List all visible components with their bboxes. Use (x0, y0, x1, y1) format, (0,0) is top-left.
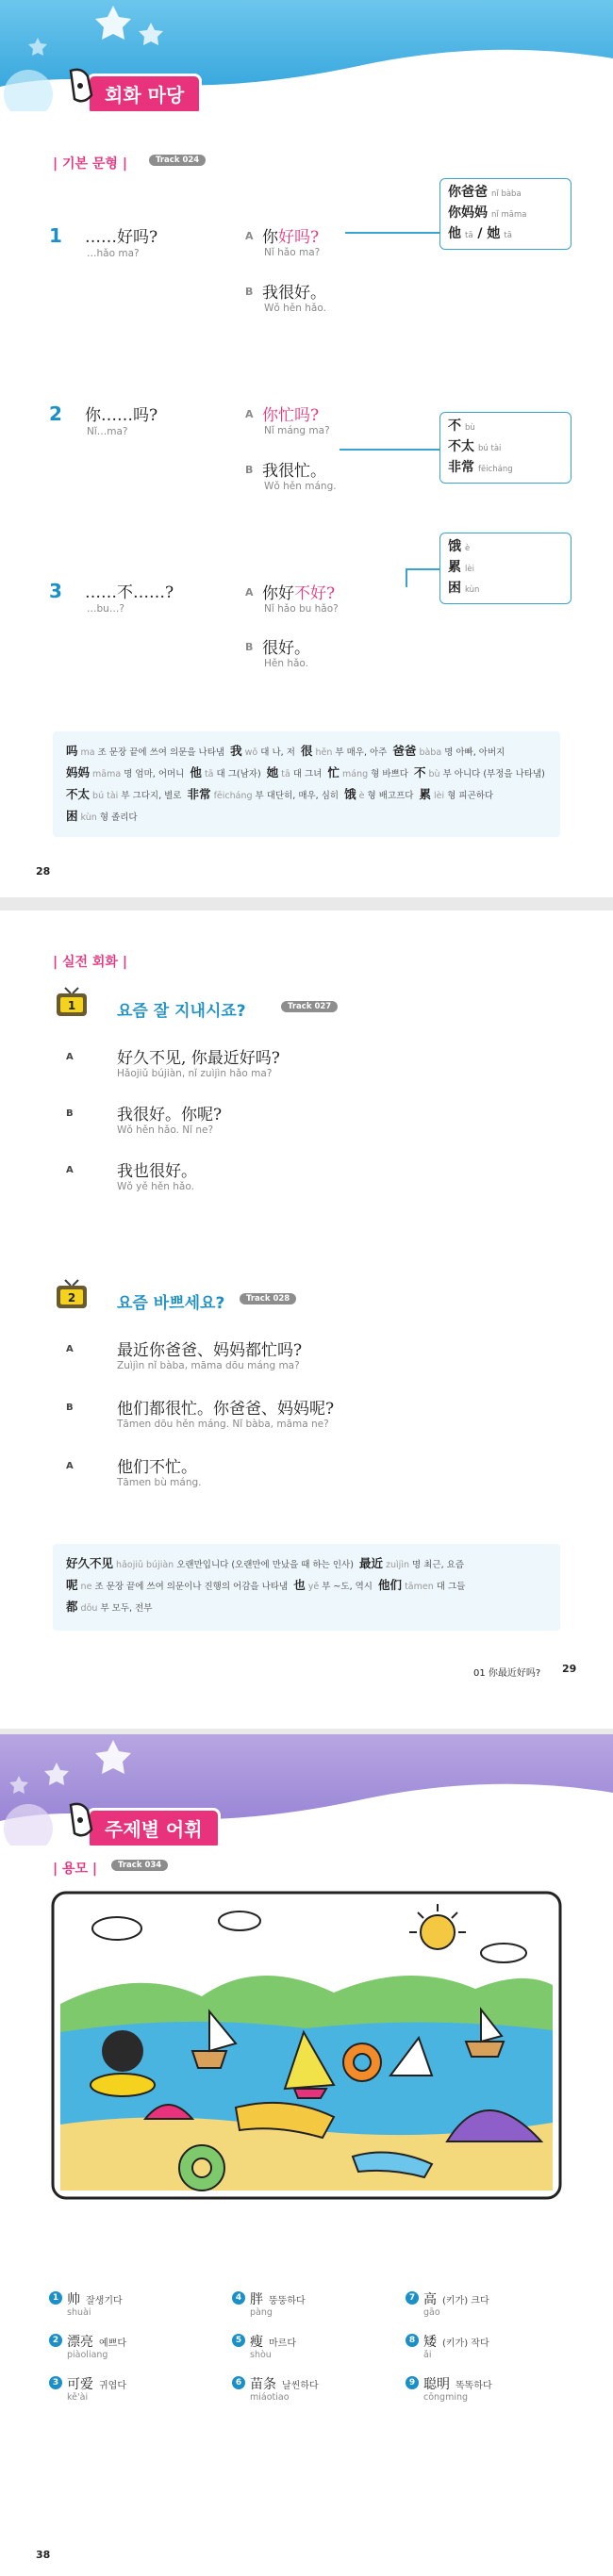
vocab-word-line (250, 2332, 296, 2351)
vocab-pinyin: tā (281, 769, 290, 779)
dialog-line-pinyin: Zuìjìn nǐ bàba, māma dōu máng ma? (117, 1360, 300, 1371)
vocab-meaning: 오랜만입니다 (오랜만에 만났을 때 하는 인사) (176, 1560, 354, 1570)
sub-zh: 她 (487, 226, 501, 241)
connector-line (340, 449, 439, 451)
vocab-meaning: 형 바쁘다 (371, 769, 408, 779)
dialog-line-pinyin: Wǒ yě hěn hǎo. (117, 1181, 194, 1192)
vocab-word: 苗条 (250, 2377, 276, 2392)
vocab-meaning: 부 대단히, 매우, 심히 (255, 791, 340, 801)
vocab-meaning: 대 그들 (436, 1582, 466, 1592)
vocab-number: 6 (232, 2376, 245, 2389)
vocab-meaning: 부 모두, 전부 (100, 1603, 153, 1614)
vocab-word: 都 (66, 1600, 78, 1614)
vocab-word-line (67, 2332, 126, 2351)
vocab-pinyin: ma (80, 747, 95, 758)
speaker-a-label: A (245, 408, 254, 420)
tv-icon (55, 986, 89, 1018)
vocab-number: 9 (406, 2376, 419, 2389)
vocab-meaning: 조 문장 끝에 쓰여 의문을 나타냄 (97, 747, 225, 758)
speaker-a-label: A (245, 586, 254, 599)
dialog-line: 他们都很忙。你爸爸、妈妈呢? (117, 1400, 335, 1419)
sentence-a (262, 580, 335, 603)
vocab-word: 困 (66, 809, 78, 823)
substitution-box (439, 412, 572, 484)
vocab-line (66, 763, 547, 784)
vocab-word: 非常 (187, 787, 211, 801)
connector-line (406, 568, 407, 587)
vocab-word-line (423, 2332, 489, 2351)
sub-zh: 不太 (448, 439, 474, 454)
sub-pinyin: è (465, 544, 471, 553)
track-badge[interactable]: Track 034 (111, 1860, 168, 1871)
banner-title-text: 주제별 어휘 (105, 1818, 203, 1841)
connector-line (406, 568, 439, 570)
vocab-pinyin: kě'ài (67, 2392, 89, 2403)
speaker-label: A (66, 1344, 74, 1354)
vocab-number: 4 (232, 2291, 245, 2305)
section-label-real-dialogue: | 실전 회화 | (53, 955, 127, 970)
dialog-line-pinyin: Tāmen bù máng. (117, 1477, 202, 1488)
sub-item (448, 183, 563, 204)
vocab-word: 也 (293, 1578, 306, 1592)
vocab-word: 吗 (66, 744, 78, 758)
speaker-b-label: B (245, 464, 254, 476)
sub-pinyin: tā (465, 231, 473, 240)
vocab-word: 不太 (66, 787, 91, 801)
sub-zh: 非常 (448, 460, 474, 475)
vocab-meaning: 대 그녀 (292, 769, 323, 779)
sub-separator: / (472, 226, 488, 241)
vocab-meaning: 뚱뚱하다 (269, 2296, 306, 2306)
vocab-number: 1 (49, 2291, 62, 2305)
vocab-meaning: 조 문장 끝에 쓰여 의문이나 진행의 어감을 나타냄 (94, 1582, 289, 1592)
dialog-line-pinyin: Wǒ hěn hǎo. Nǐ ne? (117, 1124, 214, 1136)
track-badge[interactable]: Track 027 (281, 1001, 338, 1012)
vocab-meaning: 명 아빠, 아버지 (444, 747, 505, 758)
dialog-title: 요즘 바쁘세요? (117, 1294, 225, 1313)
sub-item (448, 458, 563, 479)
vocab-word: 帅 (67, 2292, 80, 2307)
vocab-line (66, 784, 547, 806)
pen-nib-icon (65, 1801, 97, 1846)
page-number: 38 (36, 2549, 51, 2561)
vocab-word: 爸爸 (392, 744, 417, 758)
page-number: 28 (36, 865, 51, 878)
vocab-pinyin: piàoliang (67, 2350, 108, 2360)
vocab-number: 3 (49, 2376, 62, 2389)
top-banner (0, 1734, 613, 1846)
vocab-word: 漂亮 (67, 2335, 93, 2350)
vocab-meaning: 형 배고프다 (367, 791, 414, 801)
pattern-number: 3 (49, 580, 62, 602)
sentence-a (262, 402, 319, 425)
speaker-b-label: B (245, 641, 254, 653)
section-label-basic-patterns: | 기본 문형 | (53, 156, 127, 172)
vocab-word-line (67, 2374, 126, 2393)
vocab-meaning: (키가) 크다 (442, 2296, 489, 2306)
sentence-a-plain: 你好 (262, 584, 294, 603)
vocab-pinyin: shòu (250, 2350, 272, 2360)
sub-zh: 累 (448, 560, 461, 575)
connector-line (345, 232, 439, 234)
tv-number: 1 (67, 999, 76, 1012)
sub-pinyin: bú tài (478, 444, 502, 453)
sub-item (448, 579, 563, 599)
vocab-meaning: 명 엄마, 어머니 (124, 769, 185, 779)
vocab-meaning: 날씬하다 (282, 2381, 319, 2391)
sentence-b-pinyin: Wǒ hěn máng. (264, 481, 337, 492)
page-29 (0, 911, 613, 1729)
banner-title (87, 1808, 221, 1846)
vocab-line (66, 741, 547, 763)
sentence-a (262, 223, 319, 247)
vocab-pinyin: hěn (315, 747, 333, 758)
vocab-pinyin: gāo (423, 2307, 440, 2318)
vocab-word: 很 (300, 744, 313, 758)
sentence-a-pinyin: Nǐ hǎo ma? (264, 247, 321, 258)
vocab-pinyin: pàng (250, 2307, 273, 2318)
top-banner (0, 0, 613, 111)
vocab-meaning: 부 아니다 (부정을 나타냄) (442, 769, 545, 779)
vocab-pinyin: máng (342, 769, 369, 779)
substitution-box (439, 533, 572, 604)
vocab-line (66, 1597, 547, 1618)
vocab-word: 瘦 (250, 2335, 263, 2350)
vocab-pinyin: shuài (67, 2307, 91, 2318)
vocab-word: 累 (419, 787, 432, 801)
speaker-b-label: B (245, 286, 254, 298)
section-label-appearance: | 용모 | (53, 1862, 98, 1877)
dialog-line: 最近你爸爸、妈妈都忙吗? (117, 1341, 303, 1360)
sub-pinyin: lèi (465, 565, 474, 574)
vocab-pinyin: bàba (419, 747, 442, 758)
vocab-pinyin: cōngming (423, 2392, 469, 2403)
vocab-line (66, 1575, 547, 1597)
dialog-line-pinyin: Tāmen dōu hěn máng. Nǐ bàba, māma ne? (117, 1419, 329, 1430)
vocab-word: 高 (423, 2292, 437, 2307)
vocab-meaning: 귀엽다 (99, 2381, 126, 2391)
vocab-word: 好久不见 (66, 1556, 114, 1570)
sentence-a-highlight: 好吗? (278, 228, 320, 247)
vocab-word: 他 (190, 765, 202, 779)
vocab-word: 可爱 (67, 2377, 93, 2392)
sub-pinyin: bù (465, 423, 475, 433)
vocab-pinyin: tā (204, 769, 214, 779)
vocab-meaning: 대 나, 저 (260, 747, 295, 758)
vocab-pinyin: māma (92, 769, 122, 779)
sub-item (448, 437, 563, 458)
sentence-a-highlight: 不好? (294, 584, 336, 603)
sub-zh: 不 (448, 418, 461, 434)
sub-pinyin: tā (504, 231, 512, 240)
sentence-a-pinyin: Nǐ hǎo bu hǎo? (264, 603, 339, 615)
vocab-meaning: 형 피곤하다 (447, 791, 494, 801)
speaker-a-label: A (245, 230, 254, 242)
vocab-meaning: (키가) 작다 (442, 2338, 489, 2349)
vocab-word: 忙 (327, 765, 340, 779)
vocab-word-line (250, 2289, 306, 2308)
dialog-line: 我很好。你呢? (117, 1106, 223, 1124)
vocab-pinyin: lèi (434, 791, 445, 801)
vocab-word: 我 (230, 744, 242, 758)
vocab-pinyin: zuìjìn (386, 1560, 409, 1570)
dialog-title: 요즘 잘 지내시죠? (117, 1002, 246, 1021)
sub-pinyin: kùn (465, 585, 480, 595)
vocab-number: 5 (232, 2334, 245, 2347)
pattern-number: 1 (49, 224, 62, 247)
vocab-meaning: 부 그다지, 별로 (121, 791, 182, 801)
vocab-word: 呢 (66, 1578, 78, 1592)
vocab-word-line (423, 2374, 492, 2393)
sentence-b-pinyin: Hěn hǎo. (264, 658, 309, 669)
sub-pinyin: nǐ bàba (491, 189, 522, 199)
sub-item (448, 558, 563, 579)
vocab-meaning: 잘생기다 (86, 2296, 123, 2306)
page-number: 29 (562, 1663, 577, 1675)
vocab-pinyin: ne (80, 1582, 92, 1592)
vocab-number: 8 (406, 2334, 419, 2347)
sub-zh: 饿 (448, 539, 461, 554)
pattern-pinyin: Nǐ…ma? (87, 426, 128, 437)
vocab-pinyin: dōu (80, 1603, 98, 1614)
vocab-word: 饿 (344, 787, 356, 801)
vocab-pinyin: è (358, 791, 365, 801)
vocab-word: 胖 (250, 2292, 263, 2307)
sentence-a-highlight: 你忙吗? (262, 406, 320, 425)
dialog-line: 我也很好。 (117, 1162, 197, 1181)
vocab-pinyin: wǒ (244, 747, 258, 758)
chapter-footer: 01 你最近好吗? (473, 1668, 541, 1679)
vocab-line (66, 806, 547, 828)
vocab-number: 7 (406, 2291, 419, 2305)
pattern-pinyin: …bu…? (87, 603, 124, 615)
vocab-word: 矮 (423, 2335, 437, 2350)
banner-title-text: 회화 마당 (105, 84, 185, 107)
pattern-text: ……不……? (85, 583, 174, 602)
speaker-label: A (66, 1165, 74, 1175)
page-38 (0, 1734, 613, 2576)
vocab-pinyin: fēicháng (213, 791, 253, 801)
sub-item (448, 417, 563, 437)
speaker-label: A (66, 1052, 74, 1062)
vocab-meaning: 부 매우, 아주 (335, 747, 388, 758)
vocab-word: 最近 (358, 1556, 383, 1570)
banner-title (87, 74, 202, 111)
vocab-word-line (67, 2289, 123, 2308)
vocab-number: 2 (49, 2334, 62, 2347)
substitution-box (439, 178, 572, 250)
vocab-word: 妈妈 (66, 765, 91, 779)
vocab-pinyin: bú tài (92, 791, 119, 801)
dialog-line: 好久不见, 你最近好吗? (117, 1049, 280, 1068)
sentence-b: 我很忙。 (262, 462, 326, 481)
track-badge[interactable]: Track 024 (149, 155, 206, 166)
pattern-text: ……好吗? (85, 228, 158, 247)
vocab-word-line (250, 2374, 319, 2393)
sentence-b: 很好。 (262, 639, 310, 658)
vocab-pinyin: miáotiao (250, 2392, 290, 2403)
vocab-pinyin: kùn (80, 812, 97, 823)
tv-number: 2 (67, 1291, 76, 1304)
pen-nib-icon (65, 67, 97, 111)
sub-pinyin: fēicháng (478, 465, 513, 474)
vocab-meaning: 마르다 (269, 2338, 296, 2349)
vocab-meaning: 명 최근, 요즘 (412, 1560, 464, 1570)
sub-item (448, 537, 563, 558)
vocab-meaning: 대 그(남자) (216, 769, 261, 779)
sub-pinyin: nǐ māma (491, 210, 527, 220)
vocab-meaning: 형 졸리다 (99, 812, 138, 823)
vocab-pinyin: tāmen (405, 1582, 434, 1592)
vocab-meaning: 부 ~도, 역시 (322, 1582, 373, 1592)
pattern-text: 你……吗? (85, 406, 158, 425)
vocab-word: 聪明 (423, 2377, 450, 2392)
vocab-meaning: 똑똑하다 (456, 2381, 492, 2391)
beach-illustration (51, 1891, 562, 2200)
sentence-a-pinyin: Nǐ máng ma? (264, 425, 330, 436)
vocabulary-box (53, 731, 560, 837)
vocab-word-line (423, 2289, 489, 2308)
dialog-line: 他们不忙。 (117, 1458, 197, 1477)
dialog-line-pinyin: Hǎojiǔ bújiàn, nǐ zuìjìn hǎo ma? (117, 1068, 273, 1079)
sentence-b: 我很好。 (262, 284, 326, 303)
sentence-a-plain: 你 (262, 228, 278, 247)
page-28 (0, 0, 613, 897)
tv-icon (55, 1278, 89, 1310)
vocab-meaning: 예쁘다 (99, 2338, 126, 2349)
sub-zh: 你妈妈 (448, 205, 488, 221)
speaker-label: B (66, 1403, 74, 1413)
vocab-word: 他们 (378, 1578, 403, 1592)
vocabulary-box (53, 1544, 560, 1631)
vocab-pinyin: yě (307, 1582, 320, 1592)
vocab-pinyin: hǎojiǔ bújiàn (116, 1560, 174, 1570)
vocab-word: 她 (266, 765, 279, 779)
sub-zh: 你爸爸 (448, 185, 488, 200)
track-badge[interactable]: Track 028 (240, 1293, 296, 1304)
vocab-word: 不 (413, 765, 426, 779)
speaker-label: A (66, 1461, 74, 1471)
vocab-pinyin: bù (428, 769, 440, 779)
sub-zh: 困 (448, 581, 461, 596)
vocab-pinyin: ǎi (423, 2350, 432, 2360)
speaker-label: B (66, 1108, 74, 1119)
vocab-line (66, 1553, 547, 1575)
sub-item (448, 224, 563, 245)
sentence-b-pinyin: Wǒ hěn hǎo. (264, 303, 326, 314)
sub-item (448, 204, 563, 224)
sub-zh: 他 (448, 226, 461, 241)
pattern-number: 2 (49, 402, 62, 425)
pattern-pinyin: …hǎo ma? (87, 248, 140, 259)
